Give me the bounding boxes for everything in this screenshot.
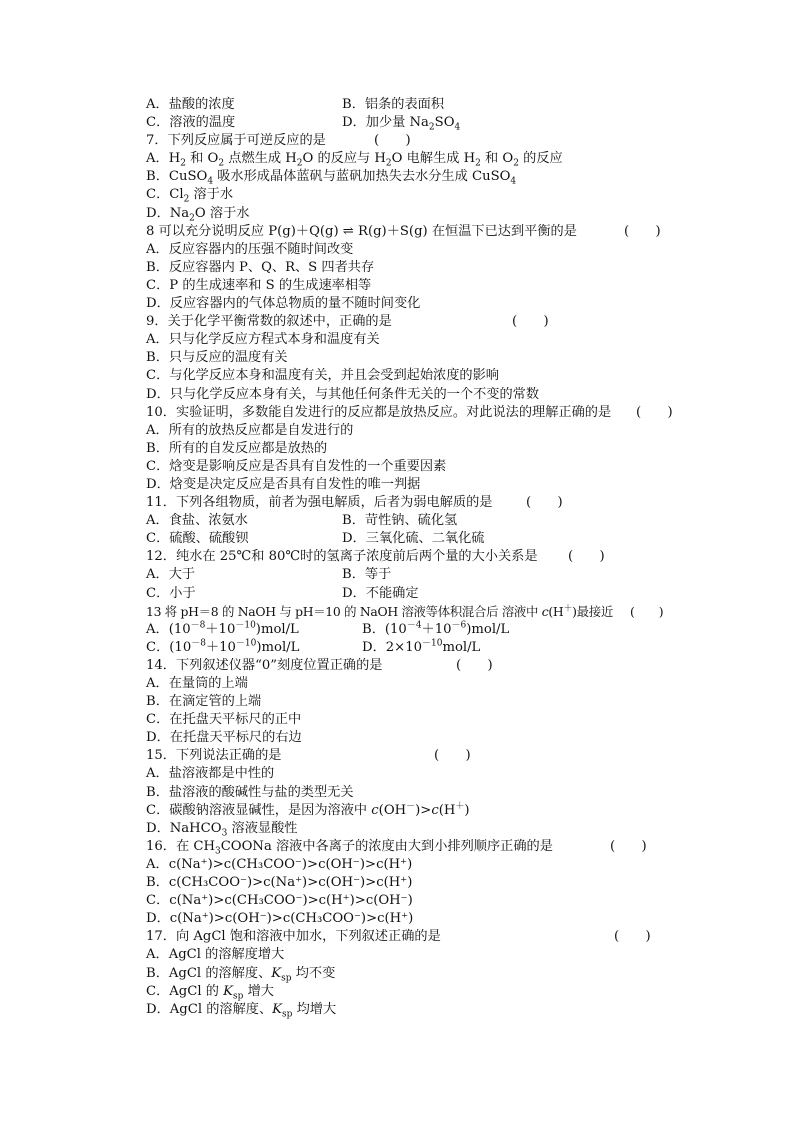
q12-option-a: A．大于 <box>146 567 196 583</box>
q11-option-d: D．三氧化硫、二氧化硫 <box>342 531 485 547</box>
q12-option-c: C．小于 <box>146 585 196 601</box>
q12-options-ab <box>146 566 686 584</box>
q6-option-d: D．加少量 $Na_2SO_4$ <box>342 115 461 133</box>
q17-option-d: D．AgCl 的溶解度、$K_{sp}$ 均增大 <box>146 1001 337 1020</box>
q8-stem: 8 可以充分说明反应 P(g)＋Q(g) ⇌ R(g)＋S(g) 在恒温下已达到平衡的是 ( ) <box>146 223 686 241</box>
q11-option-a: A．食盐、浓氨水 <box>146 513 248 529</box>
q7-option-c: C．$Cl_2$ 溶于水 <box>146 187 234 206</box>
q11-stem: 11．下列各组物质，前者为强电解质，后者为弱电解质的是 ( ) <box>146 494 686 512</box>
q9-answer-blank: ( ) <box>512 314 549 330</box>
q16-stem: 16．在 $CH_3COONa$ 溶液中各离子的浓度由大到小排列顺序正确的是 ( ) <box>146 838 647 857</box>
q6-options-ab <box>146 96 686 114</box>
q7-option-d: D．$Na_2O$ 溶于水 <box>146 205 250 224</box>
q17-option-b: B．AgCl 的溶解度、$K_{sp}$ 均不变 <box>146 965 336 984</box>
q12-options-cd <box>146 585 686 603</box>
q11-option-b: B．苛性钠、硫化氢 <box>342 513 458 529</box>
q8-option-a: A．反应容器内的压强不随时间改变 <box>146 241 354 257</box>
exam-page <box>146 96 686 1019</box>
q10-option-d: D．焓变是决定反应是否具有自发性的唯一判据 <box>146 476 421 492</box>
q10-stem: 10．实验证明，多数能自发进行的反应都是放热反应。对此说法的理解正确的是 ( ) <box>146 404 686 422</box>
q11-option-c: C．硫酸、硫酸钡 <box>146 531 249 547</box>
q12-option-b: B．等于 <box>342 567 392 583</box>
q9-option-b: B．只与反应的温度有关 <box>146 350 288 366</box>
q16-option-b: B．c(CH₃COO⁻)>c(Na⁺)>c(OH⁻)>c(H⁺) <box>146 875 413 891</box>
q15-stem: 15．下列说法正确的是 ( ) <box>146 747 686 765</box>
q7-option-a: A．$H_2$ 和 $O_2$ 点燃生成 $H_2O$ 的反应与 $H_2O$ 电解生成 $H_2$ 和 $O_2$ 的反应 <box>146 151 563 169</box>
q14-option-d: D．在托盘天平标尺的右边 <box>146 730 302 746</box>
q6-option-c: C．溶液的温度 <box>146 115 236 131</box>
q12-stem: 12．纯水在 25℃和 80℃时的氢离子浓度前后两个量的大小关系是 ( ) <box>146 548 686 566</box>
q11-answer-blank: ( ) <box>526 495 563 511</box>
q7-option-b: B．CuSO$_4$ 吸水形成晶体蓝矾与蓝矾加热失去水分生成 CuSO$_4$ <box>146 169 517 188</box>
q6-options-cd <box>146 114 686 132</box>
q14-stem: 14．下列叙述仪器“0”刻度位置正确的是 ( ) <box>146 657 686 675</box>
q9-option-c: C．与化学反应本身和温度有关，并且会受到起始浓度的影响 <box>146 368 499 384</box>
q13-answer-blank: ( ) <box>630 603 664 619</box>
q14-answer-blank: ( ) <box>456 657 493 673</box>
q16-answer-blank: ( ) <box>610 838 647 854</box>
q8-answer-blank: ( ) <box>624 223 661 239</box>
q15-option-a: A．盐溶液都是中性的 <box>146 766 275 782</box>
q16-option-a: A．c(Na⁺)>c(CH₃COO⁻)>c(OH⁻)>c(H⁺) <box>146 856 413 872</box>
q8-option-c: C．P 的生成速率和 S 的生成速率相等 <box>146 277 372 293</box>
q8-option-d: D．反应容器内的气体总物质的量不随时间变化 <box>146 296 421 312</box>
q10-answer-blank: ( ) <box>636 404 673 420</box>
q16-option-c: C．c(Na⁺)>c(CH₃COO⁻)>c(H⁺)>c(OH⁻) <box>146 893 413 909</box>
q13-option-d: D．$2\times 10^{-10}mol/L$ <box>362 638 481 655</box>
q17-answer-blank: ( ) <box>614 929 651 945</box>
q6-option-a: A．盐酸的浓度 <box>146 97 235 112</box>
q13-option-c: C．$(10^{-8}+10^{-10})mol/L$ <box>146 638 300 655</box>
q16-option-d: D．c(Na⁺)>c(OH⁻)>c(CH₃COO⁻)>c(H⁺) <box>146 911 414 927</box>
q12-answer-blank: ( ) <box>568 549 605 565</box>
q9-option-a: A．只与化学反应方程式本身和温度有关 <box>146 332 380 348</box>
q15-option-c: C．碳酸钠溶液显碱性，是因为溶液中 c(OH－)>c(H＋) <box>146 801 470 818</box>
q17-option-a: A．AgCl 的溶解度增大 <box>146 947 285 963</box>
q13-stem: 13 将 pH＝8 的 NaOH 与 pH＝10 的 NaOH 溶液等体积混合后 溶液中 c(H＋)最接近 ( ) <box>146 603 686 621</box>
q11-options-ab <box>146 512 686 530</box>
q7-stem: 7．下列反应属于可逆反应的是 ( ) <box>146 132 686 150</box>
q14-option-c: C．在托盘天平标尺的正中 <box>146 712 302 728</box>
q14-option-a: A．在量筒的上端 <box>146 676 248 691</box>
q9-stem: 9．关于化学平衡常数的叙述中，正确的是 ( ) <box>146 313 686 331</box>
q13-options-cd <box>146 639 686 657</box>
q17-option-c: C．AgCl 的 $K_{sp}$ 增大 <box>146 983 274 1002</box>
q15-option-b: B．盐溶液的酸碱性与盐的类型无关 <box>146 784 354 800</box>
q11-options-cd <box>146 530 686 548</box>
q14-option-b: B．在滴定管的上端 <box>146 694 262 710</box>
q8-option-b: B．反应容器内 P、Q、R、S 四者共存 <box>146 259 375 275</box>
q13-option-a: A．$(10^{-8}+10^{-10})mol/L$ <box>146 620 299 637</box>
q13-option-b: B．$(10^{-4}+10^{-6})mol/L$ <box>362 620 510 637</box>
q6-option-b: B．铝条的表面积 <box>342 97 445 112</box>
q15-option-d: D．NaHCO$_3$ 溶液显酸性 <box>146 820 298 839</box>
q10-option-c: C．焓变是影响反应是否具有自发性的一个重要因素 <box>146 458 447 474</box>
q7-answer-blank: ( ) <box>374 133 411 149</box>
q9-option-d: D．只与化学反应本身有关，与其他任何条件无关的一个不变的常数 <box>146 386 540 402</box>
q10-option-b: B．所有的自发反应都是放热的 <box>146 440 328 456</box>
q15-answer-blank: ( ) <box>434 748 471 764</box>
q10-option-a: A．所有的放热反应都是自发进行的 <box>146 422 354 438</box>
q17-stem: 17．向 AgCl 饱和溶液中加水，下列叙述正确的是 ( ) <box>146 928 686 946</box>
q13-options-ab <box>146 621 686 639</box>
q12-option-d: D．不能确定 <box>342 585 419 601</box>
